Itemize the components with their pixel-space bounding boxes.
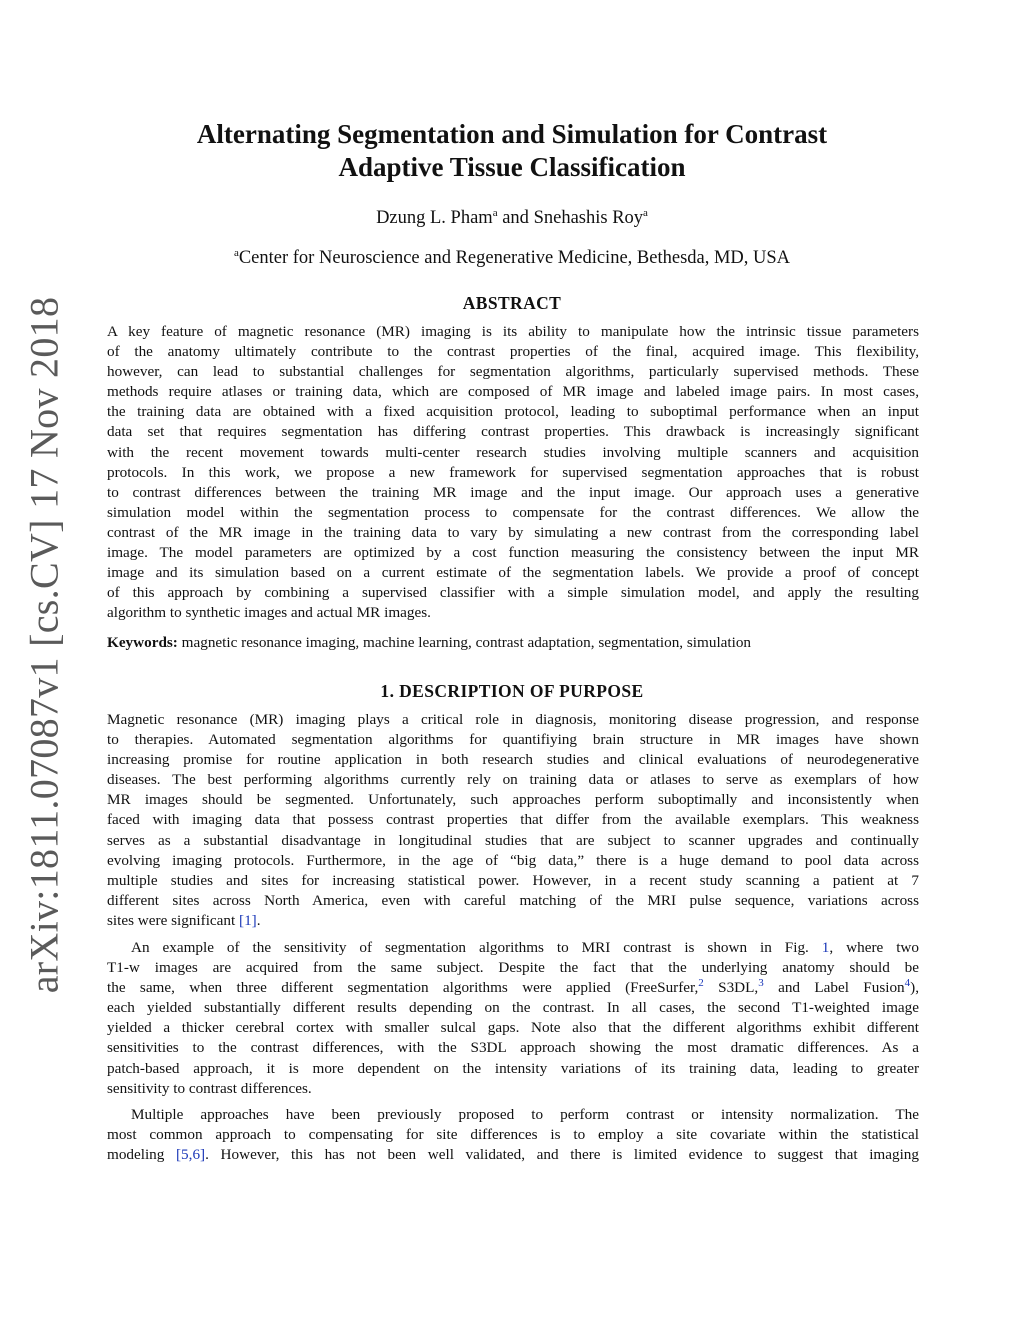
abstract-line: image and its simulation based on a current estimate of the segmentation labels. We provide a proof of concept [107, 564, 919, 582]
line-text: , where two [829, 939, 919, 956]
line-text: . [256, 911, 261, 929]
abstract-line: data set that requires segmentation has differing contrast properties. This drawback is increasingly significant [107, 423, 919, 441]
paragraph-line: different sites across North America, even with careful matching of the MRI pulse sequence, variations across [107, 891, 919, 909]
affiliation-marker: a [233, 246, 239, 259]
paragraph-line [107, 978, 919, 998]
abstract-line: of the anatomy ultimately contribute to the contrast properties of the final, acquired image. This flexibility, [107, 343, 919, 361]
paragraph-line: evolving imaging protocols. Furthermore, in the age of “big data,” there is a huge demand to pool data across [107, 851, 919, 869]
paragraph-line: serves as a substantial disadvantage in longitudinal studies that are subject to scanner upgrades and continually [107, 831, 919, 849]
keywords [107, 633, 919, 653]
abstract-line: of this approach by combining a supervised classifier with a simple simulation model, and apply the resulting [107, 584, 919, 602]
abstract-line: the training data are obtained with a fixed acquisition protocol, leading to suboptimal performance when an input [107, 403, 919, 421]
figure-link[interactable]: 1 [821, 939, 830, 956]
keywords-text: magnetic resonance imaging, machine learning, contrast adaptation, segmentation, simulation [177, 634, 752, 651]
paragraph-purpose-2 [107, 938, 919, 1099]
abstract-line: however, can lead to substantial challenges for segmentation algorithms, particularly supervised methods. These [107, 363, 919, 381]
abstract-body [107, 322, 919, 623]
affiliation [100, 246, 924, 270]
abstract-line: algorithm to synthetic images and actual MR images. [107, 604, 431, 622]
paragraph-line: multiple studies and sites for increasing statistical power. However, in a recent study scanning a patient at 7 [107, 871, 919, 889]
arxiv-identifier: arXiv:1811.07087v1 [cs.CV] 17 Nov 2018 [21, 296, 67, 994]
paragraph-line: patch-based approach, it is more dependent on the intensity variations of its training data, leading to greater [107, 1059, 919, 1077]
paper-title [100, 118, 924, 184]
author-conjunction: and [497, 208, 534, 228]
author-list [100, 206, 924, 230]
paragraph-line: increasing promise for routine application in both research studies and clinical evaluations of neurodegenerative [107, 751, 919, 769]
abstract-line: protocols. In this work, we propose a new framework for supervised segmentation approaches that is robust [107, 463, 919, 481]
paragraph-line [107, 911, 919, 931]
paragraph-line: sensitivity to contrast differences. [107, 1079, 312, 1097]
paragraph-line [107, 1145, 919, 1165]
abstract-line: simulation model within the segmentation process to compensate for the contrast differences. We allow the [107, 503, 919, 521]
footnote-link[interactable]: 2 [698, 977, 704, 990]
paragraph-purpose-3 [107, 1105, 919, 1165]
abstract-line: with the recent movement towards multi-center research studies involving multiple scanners and acquisition [107, 443, 919, 461]
paragraph-line: MR images should be segmented. Unfortunately, such approaches perform suboptimally and inconsistently when [107, 791, 919, 809]
citation-link[interactable]: [5,6] [176, 1146, 206, 1164]
abstract-line: contrast of the MR image in the training data to vary by simulating a new contrast from the corresponding label [107, 523, 919, 541]
paragraph-line: sensitivities to the contrast differences, with the S3DL approach showing the most dramatic differences. As a [107, 1039, 919, 1057]
footnote-link[interactable]: 3 [758, 977, 764, 990]
paragraph-line: each yielded substantially different results depending on the contrast. In all cases, the second T1-weighted image [107, 999, 919, 1017]
line-text: ), [910, 979, 919, 997]
line-text: sites were significant [107, 911, 240, 929]
paragraph-purpose-1 [107, 710, 919, 931]
line-text: An example of the sensitivity of segmentation algorithms to MRI contrast is shown in Fig. [131, 939, 822, 956]
line-text: . However, this has not been well validated, and there is limited evidence to suggest that imaging [205, 1146, 919, 1164]
paragraph-line: to therapies. Automated segmentation algorithms for quantifiying brain structure in MR images have shown [107, 731, 919, 749]
abstract-line: A key feature of magnetic resonance (MR) imaging is its ability to manipulate how the intrinsic tissue parameters [107, 323, 919, 340]
abstract-line: methods require atlases or training data, which are composed of MR image and labeled image pairs. In most cases, [107, 383, 919, 401]
line-text: and Label Fusion [763, 979, 905, 997]
line-text: the same, when three different segmentation algorithms were applied (FreeSurfer, [107, 979, 699, 997]
author-name: Dzung L. Pham [376, 208, 493, 228]
abstract-line: image. The model parameters are optimized by a cost function measuring the consistency between the input MR [107, 544, 919, 562]
footnote-link[interactable]: 4 [904, 977, 911, 990]
abstract-heading: ABSTRACT [462, 293, 562, 313]
paragraph-line: Multiple approaches have been previously proposed to perform contrast or intensity normalization. The [131, 1106, 919, 1123]
abstract-line: to contrast differences between the training MR image and the input image. Our approach uses a generative [107, 483, 919, 501]
paragraph-line: faced with imaging data that possess contrast properties that differ from the available exemplars. This weakness [107, 811, 919, 829]
paragraph-line [107, 938, 919, 958]
paragraph-line: Magnetic resonance (MR) imaging plays a critical role in diagnosis, monitoring disease progression, and response [107, 711, 919, 728]
affiliation-text: Center for Neuroscience and Regenerative Medicine, Bethesda, MD, USA [238, 248, 791, 268]
citation-link[interactable]: [1] [239, 911, 257, 929]
affiliation-marker: a [643, 206, 648, 219]
paragraph-line: yielded a thicker cerebral cortex with smaller sulcal gaps. Note also that the different algorithms exhibit different [107, 1019, 919, 1037]
affiliation-marker: a [492, 206, 498, 219]
section-heading: 1. DESCRIPTION OF PURPOSE [380, 681, 644, 701]
paragraph-line: most common approach to compensating for site differences is to employ a site covariate within the statistical [107, 1126, 919, 1144]
paragraph-line: diseases. The best performing algorithms currently rely on training data or atlases to serve as exemplars of how [107, 771, 919, 789]
title-line-1: Alternating Segmentation and Simulation for Contrast [196, 119, 828, 149]
keywords-label: Keywords: [107, 634, 178, 651]
author-name: Snehashis Roy [533, 208, 644, 228]
line-text: S3DL, [703, 979, 759, 997]
paragraph-line: T1-w images are acquired from the same subject. Despite the fact that the underlying anatomy should be [107, 959, 919, 977]
line-text: modeling [107, 1146, 176, 1164]
title-line-2: Adaptive Tissue Classification [338, 152, 686, 182]
